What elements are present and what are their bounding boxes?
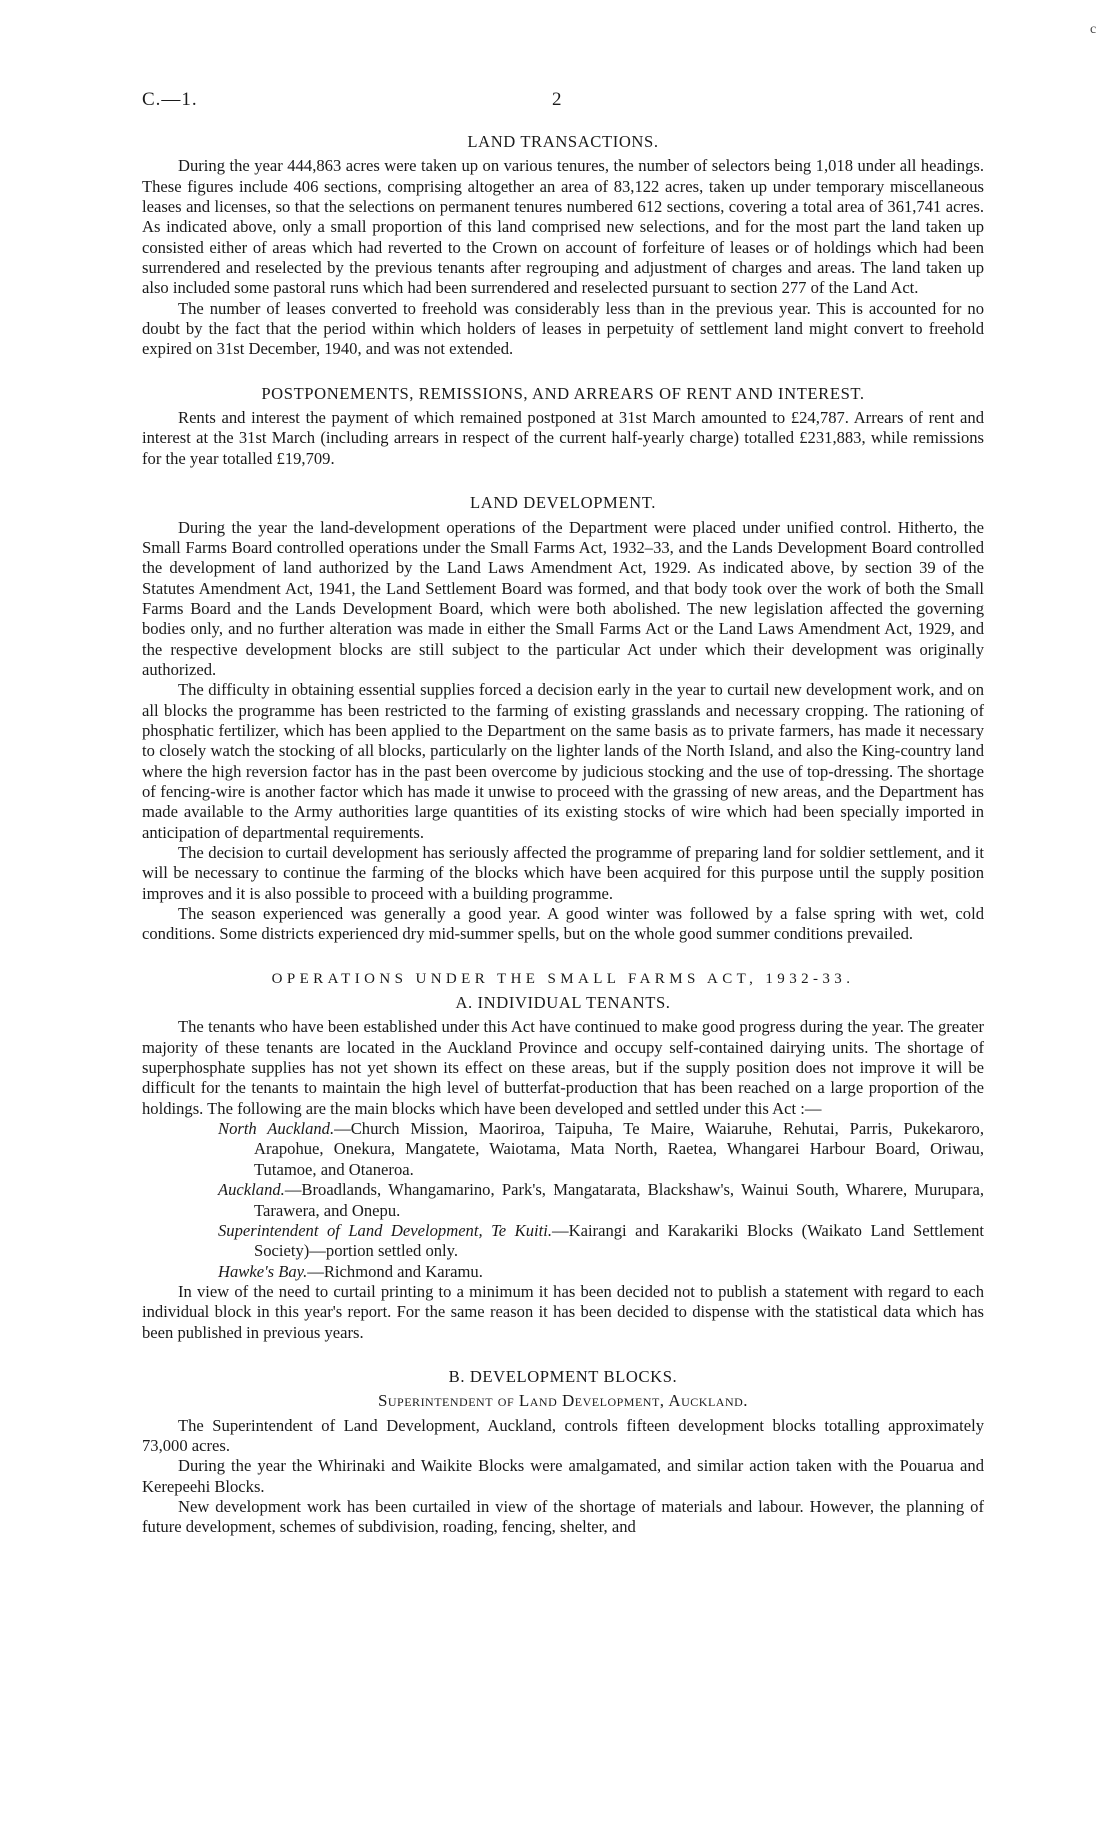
paragraph: The tenants who have been established under this Act have continued to make good progress during the year. The greater majority of these tenants are located in the Auckland Province and occupy self-contained dairying units. The shortage of superphosphate supplies has not yet shown its effect on these areas, but if the supply position does not improve it will be difficult for the tenants to maintain the high level of butterfat-production that has been reached on a large proportion of the holdings. The following are the main blocks which have been developed and settled under this Act :— — [142, 1017, 984, 1118]
paragraph: New development work has been curtailed in view of the shortage of materials and labour. However, the planning of future development, schemes of subdivision, roading, fencing, shelter, and — [142, 1496, 984, 1537]
list-item-region: Auckland. — [218, 1180, 285, 1200]
paragraph: The season experienced was generally a good year. A good winter was followed by a false spring with wet, cold conditions. Some districts experienced dry mid-summer spells, but on the whole good summer conditions prevailed. — [142, 904, 984, 944]
paragraph: In view of the need to curtail printing to a minimum it has been decided not to publish a statement with regard to each individual block in this year's report. For the same reason it has been decided to dispense with the statistical data which has been published in previous years. — [142, 1281, 984, 1342]
page-number: 2 — [552, 89, 562, 110]
subheading-individual-tenants: A. INDIVIDUAL TENANTS. — [455, 993, 671, 1013]
document-body — [142, 132, 984, 1538]
heading-postponements: POSTPONEMENTS, REMISSIONS, AND ARREARS OF RENT AND INTEREST. — [261, 383, 865, 403]
heading-small-farms: OPERATIONS UNDER THE SMALL FARMS ACT, 1932-33. — [271, 970, 855, 987]
paragraph: The Superintendent of Land Development, Auckland, controls fifteen development blocks totalling approximately 73,000 acres. — [142, 1415, 984, 1455]
list-item — [218, 1262, 984, 1282]
subheading-superintendent: Superintendent of Land Development, Auckland. — [377, 1391, 749, 1411]
report-code: C.—1. — [142, 89, 198, 110]
list-item-region: North Auckland. — [218, 1119, 335, 1139]
paragraph: Rents and interest the payment of which remained postponed at 31st March amounted to £24,787. Arrears of rent and interest at the 31st March (including arrears in respect of the current half-yearly charge) totalled £231,883, while remissions for the year totalled £19,709. — [142, 408, 984, 468]
list-item-blocks: —Kairangi and Karakariki Blocks (Waikato Land Settlement Society)—portion settled only. — [254, 1220, 984, 1261]
list-item-region: Superintendent of Land Development, Te Kuiti. — [218, 1220, 552, 1240]
margin-mark: c — [1090, 22, 1097, 37]
paragraph: The number of leases converted to freehold was considerably less than in the previous year. This is accounted for no doubt by the fact that the period within which holders of leases in perpetuity of settlement land might convert to freehold expired on 31st December, 1940, and was not extended. — [142, 298, 984, 359]
paragraph: The difficulty in obtaining essential supplies forced a decision early in the year to curtail new development work, and on all blocks the programme has been restricted to the farming of existing grasslands and necessary cropping. The rationing of phosphatic fertilizer, which has been applied to the Department on the same basis as to private farmers, has made it necessary to closely watch the stocking of all blocks, particularly on the lighter lands of the North Island, and also the King-country land where the high reversion factor has in the past been overcome by judicious stocking and the use of top-dressing. The shortage of fencing-wire is another factor which has made it unwise to proceed with the grassing of new areas, and the Department has made available to the Army authorities large quantities of its existing stocks of wire which had been specially imported in anticipation of departmental requirements. — [142, 680, 984, 842]
list-item-blocks: —Church Mission, Maoriroa, Taipuha, Te Maire, Waiaruhe, Rehutai, Parris, Pukekaroro, Arapohue, Onekura, Mangatete, Waiotama, Mata North, Raetea, Whangarei Harbour Board, Oriwau, Tutamoe, and Otaneroa. — [254, 1119, 984, 1179]
list-item — [218, 1221, 984, 1262]
heading-land-development: LAND DEVELOPMENT. — [470, 493, 656, 513]
paragraph: During the year the land-development operations of the Department were placed under unified control. Hitherto, the Small Farms Board controlled operations under the Small Farms Act, 1932–33, and the Lands Development Board controlled the development of land authorized by the Land Laws Amendment Act, 1929. As indicated above, by section 39 of the Statutes Amendment Act, 1941, the Land Settlement Board was formed, and that body took over the work of both the Small Farms Board and the Lands Development Board, which were both abolished. The new legislation affected the governing bodies only, and no further alteration was made in either the Small Farms Act or the Land Laws Amendment Act, 1929, and the respective development blocks are still subject to the particular Act under which their development was originally authorized. — [142, 517, 984, 679]
list-item-blocks: —Broadlands, Whangamarino, Park's, Mangatarata, Blackshaw's, Wainui South, Wharere, Murupara, Tarawera, and Onepu. — [254, 1180, 984, 1220]
paragraph: During the year 444,863 acres were taken up on various tenures, the number of selectors being 1,018 under all headings. These figures include 406 sections, comprising altogether an area of 83,122 acres, taken up under temporary miscellaneous leases and licenses, so that the selections on permanent tenures numbered 612 sections, covering a total area of 361,741 acres. As indicated above, only a small proportion of this land comprised new selections, and for the most part the land taken up consisted either of areas which had reverted to the Crown on account of forfeiture of leases or of holdings which had been surrendered and reselected by the previous tenants after regrouping and adjustment of charges and areas. The land taken up also included some pastoral runs which had been surrendered and reselected pursuant to section 277 of the Land Act. — [142, 156, 984, 298]
heading-development-blocks: B. DEVELOPMENT BLOCKS. — [448, 1366, 678, 1386]
list-item — [218, 1119, 984, 1180]
block-list — [218, 1119, 984, 1282]
paragraph: During the year the Whirinaki and Waikite Blocks were amalgamated, and similar action taken with the Pouarua and Kerepeehi Blocks. — [142, 1456, 984, 1496]
list-item-blocks: —Richmond and Karamu. — [307, 1261, 483, 1281]
list-item — [218, 1180, 984, 1221]
heading-land-transactions: LAND TRANSACTIONS. — [467, 132, 659, 151]
paragraph: The decision to curtail development has seriously affected the programme of preparing land for soldier settlement, and it will be necessary to continue the farming of the blocks which have been acquired for this purpose until the supply position improves and it is also possible to proceed with a building programme. — [142, 843, 984, 903]
list-item-region: Hawke's Bay. — [218, 1261, 308, 1281]
